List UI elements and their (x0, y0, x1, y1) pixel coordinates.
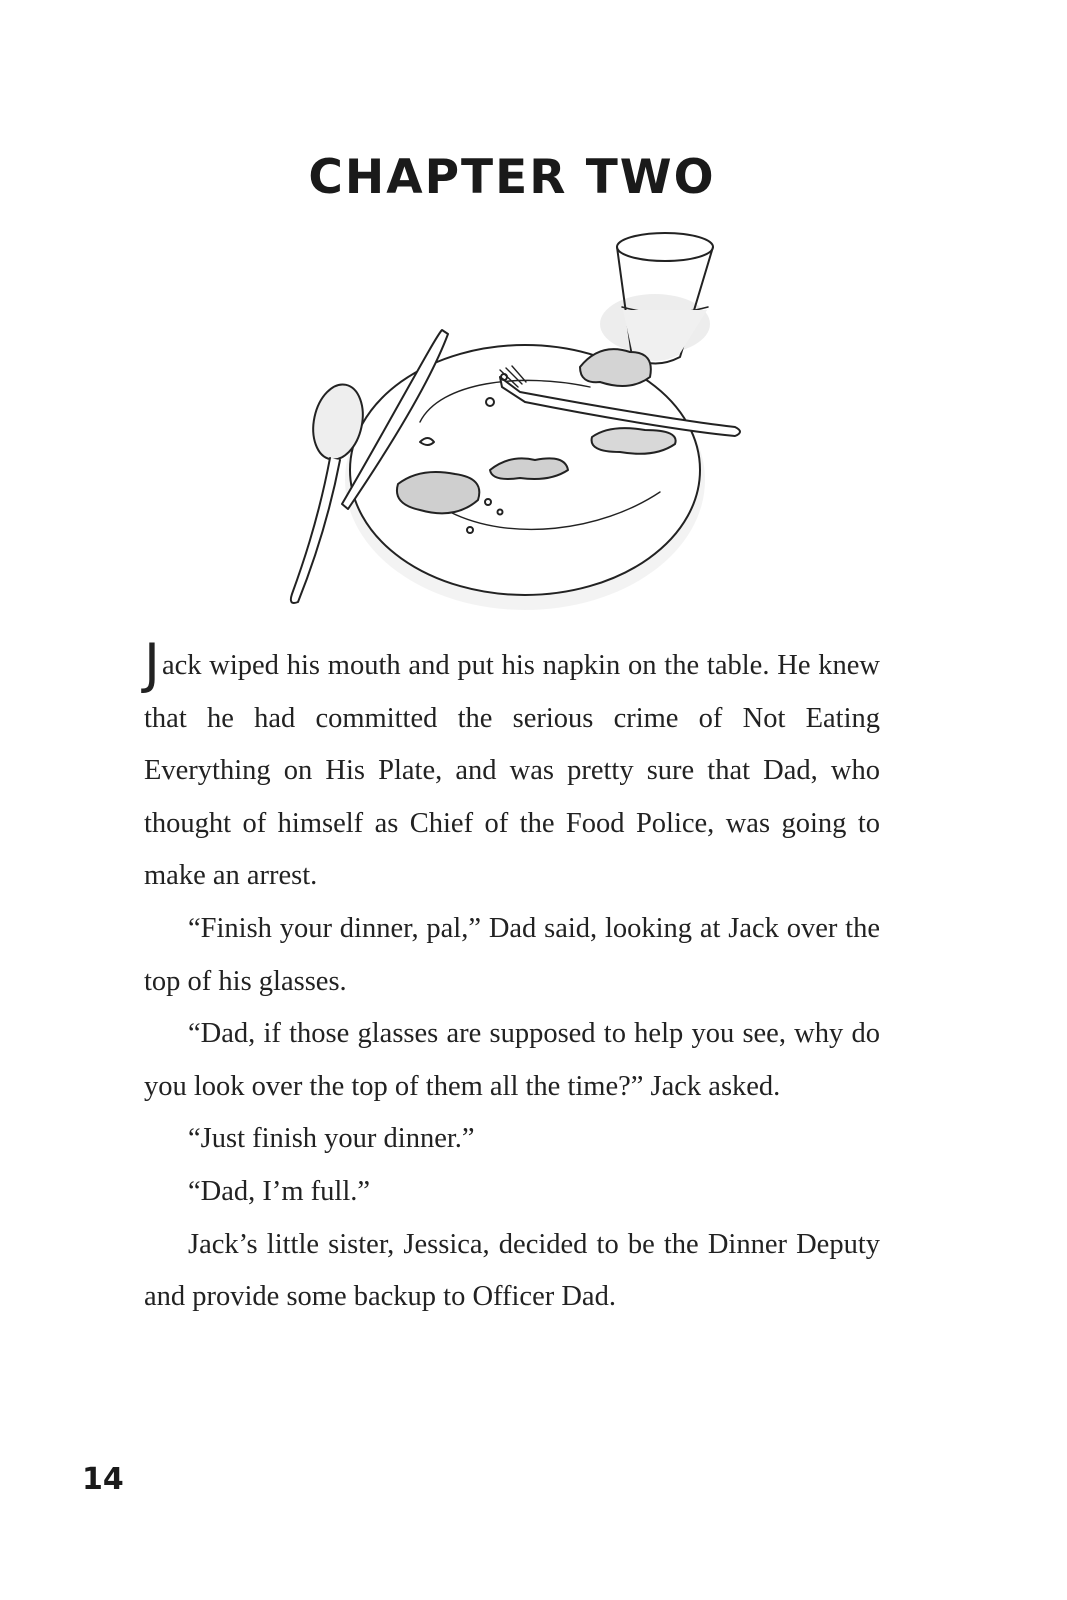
page-number: 14 (82, 1462, 124, 1497)
drop-cap: J (144, 632, 160, 695)
paragraph-text: ack wiped his mouth and put his napkin on the table. He knew that he had committed the serious crime of Not Eating Everything on His Plate, and was pretty sure that Dad, who thought of himself as Chief of the Food Police, was going to make an arrest. (144, 650, 880, 892)
body-text (144, 632, 880, 1324)
plate-illustration (270, 222, 770, 632)
chapter-title: CHAPTER TWO (308, 150, 716, 205)
paragraph (144, 632, 880, 903)
paragraph: “Just finish your dinner.” (188, 1123, 475, 1155)
paragraph: “Finish your dinner, pal,” Dad said, looking at Jack over the top of his glasses. (144, 912, 880, 997)
paragraph: “Dad, I’m full.” (188, 1175, 371, 1207)
paragraph: “Dad, if those glasses are supposed to help you see, why do you look over the top of them all the time?” Jack asked. (144, 1018, 880, 1102)
paragraph: Jack’s little sister, Jessica, decided to be the Dinner Deputy and provide some backup to Officer Dad. (144, 1228, 880, 1313)
